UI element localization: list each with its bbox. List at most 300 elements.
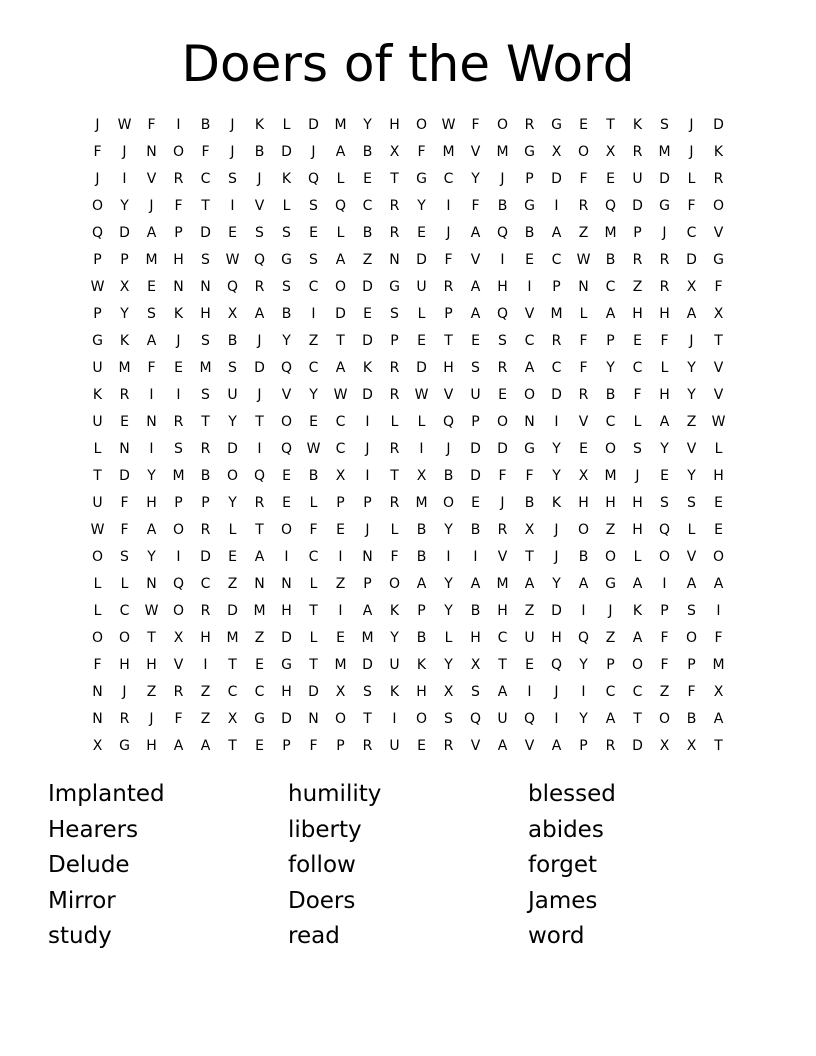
grid-letter: Z xyxy=(578,225,589,241)
grid-letter: K xyxy=(632,603,643,619)
grid-letter: M xyxy=(712,657,725,673)
grid-letter: V xyxy=(686,549,697,565)
grid-letter: K xyxy=(119,333,130,349)
grid-letter: X xyxy=(119,279,130,295)
grid-letter: B xyxy=(362,225,373,241)
grid-letter: I xyxy=(365,468,370,484)
grid-letter: Y xyxy=(363,117,372,133)
grid-letter: L xyxy=(93,603,102,619)
word-list-item: forget xyxy=(528,852,597,879)
grid-letter: Q xyxy=(226,279,239,295)
grid-letter: D xyxy=(362,387,373,403)
grid-letter: O xyxy=(712,198,725,214)
grid-letter: C xyxy=(308,360,319,376)
grid-letter: I xyxy=(581,684,586,700)
grid-letter: J xyxy=(311,144,316,160)
grid-letter: E xyxy=(363,306,372,322)
grid-letter: A xyxy=(632,576,643,592)
grid-letter: H xyxy=(281,603,292,619)
grid-letter: I xyxy=(500,252,505,268)
grid-letter: O xyxy=(226,468,239,484)
grid-letter: S xyxy=(120,549,129,565)
grid-letter: T xyxy=(309,657,318,673)
grid-letter: T xyxy=(228,738,237,754)
grid-letter: X xyxy=(227,306,238,322)
grid-letter: Z xyxy=(659,684,670,700)
grid-letter: E xyxy=(606,171,615,187)
grid-letter: E xyxy=(282,468,291,484)
grid-letter: S xyxy=(471,360,480,376)
grid-letter: N xyxy=(389,252,400,268)
grid-letter: H xyxy=(632,306,643,322)
grid-letter: P xyxy=(633,225,642,241)
grid-letter: M xyxy=(496,144,509,160)
grid-letter: Q xyxy=(307,171,320,187)
word-list-item: Mirror xyxy=(48,887,116,914)
grid-letter: W xyxy=(333,387,348,403)
grid-letter: J xyxy=(257,333,262,349)
grid-letter: I xyxy=(149,441,154,457)
grid-letter: R xyxy=(200,603,211,619)
grid-letter: J xyxy=(635,468,640,484)
grid-letter: G xyxy=(281,252,292,268)
grid-letter: Z xyxy=(605,522,616,538)
grid-letter: S xyxy=(201,252,210,268)
grid-letter: Z xyxy=(632,279,643,295)
grid-letter: R xyxy=(389,198,400,214)
grid-letter: H xyxy=(173,252,184,268)
word-list-item: follow xyxy=(288,852,356,879)
grid-letter: A xyxy=(551,738,562,754)
grid-letter: R xyxy=(389,495,400,511)
grid-letter: E xyxy=(336,630,345,646)
grid-letter: S xyxy=(309,198,318,214)
grid-letter: F xyxy=(309,738,318,754)
grid-letter: H xyxy=(497,603,508,619)
grid-letter: M xyxy=(118,360,131,376)
grid-letter: O xyxy=(172,522,185,538)
grid-letter: P xyxy=(336,738,345,754)
grid-letter: D xyxy=(632,738,643,754)
grid-letter: X xyxy=(335,684,346,700)
word-list-item: read xyxy=(288,923,340,950)
grid-letter: X xyxy=(713,684,724,700)
grid-letter: D xyxy=(281,144,292,160)
grid-letter: J xyxy=(230,117,235,133)
grid-letter: I xyxy=(176,387,181,403)
grid-letter: H xyxy=(632,522,643,538)
grid-letter: N xyxy=(173,279,184,295)
grid-letter: Q xyxy=(172,576,185,592)
grid-letter: Y xyxy=(579,657,588,673)
grid-letter: Z xyxy=(335,576,346,592)
grid-letter: O xyxy=(415,711,428,727)
grid-letter: N xyxy=(254,576,265,592)
grid-letter: Q xyxy=(334,198,347,214)
grid-letter: B xyxy=(416,630,427,646)
grid-letter: C xyxy=(119,603,130,619)
grid-letter: Y xyxy=(660,441,669,457)
grid-letter: R xyxy=(389,360,400,376)
grid-letter: P xyxy=(606,333,615,349)
grid-letter: P xyxy=(363,495,372,511)
grid-letter: R xyxy=(659,279,670,295)
grid-letter: O xyxy=(91,630,104,646)
grid-letter: Y xyxy=(552,576,561,592)
grid-letter: F xyxy=(579,171,588,187)
grid-letter: S xyxy=(228,360,237,376)
grid-letter: V xyxy=(470,252,481,268)
grid-letter: K xyxy=(713,144,724,160)
grid-letter: D xyxy=(632,198,643,214)
grid-letter: R xyxy=(173,171,184,187)
grid-letter: E xyxy=(174,360,183,376)
grid-letter: M xyxy=(172,468,185,484)
grid-letter: O xyxy=(172,603,185,619)
grid-letter: E xyxy=(498,387,507,403)
grid-letter: V xyxy=(524,306,535,322)
grid-letter: O xyxy=(712,549,725,565)
grid-letter: F xyxy=(471,198,480,214)
grid-letter: T xyxy=(336,333,345,349)
grid-letter: J xyxy=(149,198,154,214)
grid-letter: O xyxy=(577,144,590,160)
grid-letter: P xyxy=(552,279,561,295)
grid-letter: R xyxy=(200,441,211,457)
grid-letter: Q xyxy=(253,252,266,268)
grid-letter: X xyxy=(713,306,724,322)
grid-letter: G xyxy=(389,279,400,295)
grid-letter: Q xyxy=(604,198,617,214)
grid-letter: C xyxy=(551,360,562,376)
grid-letter: Y xyxy=(228,495,237,511)
grid-letter: A xyxy=(362,603,373,619)
grid-letter: F xyxy=(579,360,588,376)
grid-letter: O xyxy=(685,630,698,646)
grid-letter: P xyxy=(282,738,291,754)
grid-letter: T xyxy=(255,414,264,430)
grid-letter: I xyxy=(662,576,667,592)
grid-letter: K xyxy=(173,306,184,322)
grid-letter: W xyxy=(441,117,456,133)
grid-letter: O xyxy=(604,441,617,457)
grid-letter: S xyxy=(282,225,291,241)
grid-letter: E xyxy=(417,738,426,754)
grid-letter: I xyxy=(554,198,559,214)
grid-letter: E xyxy=(255,738,264,754)
grid-letter: O xyxy=(523,387,536,403)
grid-letter: O xyxy=(631,657,644,673)
grid-letter: D xyxy=(551,171,562,187)
grid-letter: E xyxy=(525,657,534,673)
grid-letter: F xyxy=(417,144,426,160)
grid-letter: O xyxy=(604,549,617,565)
grid-letter: F xyxy=(147,117,156,133)
grid-letter: R xyxy=(173,414,184,430)
grid-letter: H xyxy=(659,387,670,403)
grid-letter: P xyxy=(93,306,102,322)
grid-letter: P xyxy=(525,171,534,187)
grid-letter: Y xyxy=(120,306,129,322)
grid-letter: B xyxy=(470,603,481,619)
grid-letter: G xyxy=(254,711,265,727)
grid-letter: F xyxy=(93,144,102,160)
grid-letter: Y xyxy=(417,198,426,214)
grid-letter: H xyxy=(659,306,670,322)
grid-letter: W xyxy=(144,603,159,619)
grid-letter: Y xyxy=(390,630,399,646)
grid-letter: R xyxy=(173,684,184,700)
grid-letter: R xyxy=(605,738,616,754)
grid-letter: I xyxy=(284,549,289,565)
grid-letter: M xyxy=(658,144,671,160)
grid-letter: H xyxy=(146,738,157,754)
grid-letter: S xyxy=(687,495,696,511)
grid-letter: B xyxy=(200,468,211,484)
grid-letter: Z xyxy=(686,414,697,430)
grid-letter: G xyxy=(281,657,292,673)
grid-letter: L xyxy=(309,495,318,511)
grid-letter: Q xyxy=(469,711,482,727)
grid-letter: Y xyxy=(687,360,696,376)
grid-letter: P xyxy=(93,252,102,268)
grid-letter: A xyxy=(470,279,481,295)
grid-letter: I xyxy=(473,549,478,565)
grid-letter: H xyxy=(578,495,589,511)
grid-letter: D xyxy=(551,603,562,619)
grid-letter: O xyxy=(91,198,104,214)
grid-letter: D xyxy=(470,468,481,484)
grid-letter: Q xyxy=(550,657,563,673)
grid-letter: D xyxy=(119,225,130,241)
grid-letter: F xyxy=(120,495,129,511)
grid-letter: X xyxy=(416,468,427,484)
grid-letter: B xyxy=(578,549,589,565)
grid-letter: O xyxy=(280,414,293,430)
grid-letter: N xyxy=(200,279,211,295)
grid-letter: F xyxy=(120,522,129,538)
grid-letter: X xyxy=(686,738,697,754)
grid-letter: J xyxy=(689,144,694,160)
grid-letter: C xyxy=(551,252,562,268)
grid-letter: I xyxy=(122,171,127,187)
grid-letter: C xyxy=(227,684,238,700)
grid-letter: X xyxy=(524,522,535,538)
grid-letter: M xyxy=(334,117,347,133)
grid-letter: C xyxy=(308,549,319,565)
grid-letter: E xyxy=(660,468,669,484)
grid-letter: E xyxy=(525,252,534,268)
grid-letter: M xyxy=(253,603,266,619)
letter-grid xyxy=(84,112,732,760)
grid-letter: J xyxy=(554,549,559,565)
grid-letter: J xyxy=(662,225,667,241)
word-list-item: Hearers xyxy=(48,816,139,843)
grid-letter: X xyxy=(443,684,454,700)
grid-letter: D xyxy=(497,441,508,457)
grid-letter: S xyxy=(201,333,210,349)
grid-letter: A xyxy=(524,576,535,592)
grid-letter: F xyxy=(309,522,318,538)
grid-letter: L xyxy=(579,306,588,322)
grid-letter: L xyxy=(282,198,291,214)
grid-letter: I xyxy=(176,549,181,565)
grid-letter: A xyxy=(416,576,427,592)
word-list-item: abides xyxy=(528,816,604,843)
grid-letter: E xyxy=(228,225,237,241)
grid-letter: K xyxy=(389,684,400,700)
grid-letter: R xyxy=(713,171,724,187)
grid-letter: M xyxy=(604,225,617,241)
grid-letter: B xyxy=(416,522,427,538)
grid-letter: L xyxy=(282,117,291,133)
grid-letter: O xyxy=(577,522,590,538)
grid-letter: Y xyxy=(471,171,480,187)
grid-letter: I xyxy=(716,603,721,619)
grid-letter: S xyxy=(174,441,183,457)
grid-letter: V xyxy=(524,738,535,754)
grid-letter: U xyxy=(92,414,103,430)
grid-letter: Q xyxy=(577,630,590,646)
grid-letter: J xyxy=(122,684,127,700)
grid-letter: F xyxy=(147,360,156,376)
grid-letter: U xyxy=(92,495,103,511)
grid-letter: B xyxy=(200,117,211,133)
grid-letter: I xyxy=(149,387,154,403)
grid-letter: L xyxy=(444,630,453,646)
grid-letter: O xyxy=(118,630,131,646)
grid-letter: X xyxy=(389,144,400,160)
grid-letter: H xyxy=(146,495,157,511)
grid-letter: N xyxy=(308,711,319,727)
grid-letter: S xyxy=(282,279,291,295)
grid-letter: E xyxy=(714,522,723,538)
grid-letter: P xyxy=(336,495,345,511)
grid-letter: R xyxy=(443,738,454,754)
word-list-item: humility xyxy=(288,781,382,807)
grid-letter: I xyxy=(581,603,586,619)
grid-letter: A xyxy=(254,306,265,322)
grid-letter: I xyxy=(527,684,532,700)
grid-letter: V xyxy=(254,198,265,214)
grid-letter: E xyxy=(309,414,318,430)
grid-letter: C xyxy=(686,225,697,241)
grid-letter: S xyxy=(201,387,210,403)
grid-letter: Z xyxy=(254,630,265,646)
grid-letter: D xyxy=(416,252,427,268)
grid-letter: A xyxy=(146,225,157,241)
grid-letter: A xyxy=(200,738,211,754)
grid-letter: M xyxy=(334,657,347,673)
grid-letter: L xyxy=(120,576,129,592)
grid-letter: I xyxy=(554,414,559,430)
grid-letter: R xyxy=(389,441,400,457)
grid-letter: S xyxy=(309,252,318,268)
grid-letter: A xyxy=(686,306,697,322)
grid-letter: F xyxy=(687,198,696,214)
grid-letter: Q xyxy=(280,441,293,457)
grid-letter: L xyxy=(93,576,102,592)
grid-letter: M xyxy=(496,576,509,592)
grid-letter: S xyxy=(660,117,669,133)
grid-letter: O xyxy=(496,414,509,430)
grid-letter: Q xyxy=(496,306,509,322)
grid-letter: T xyxy=(201,198,210,214)
grid-letter: V xyxy=(470,738,481,754)
grid-letter: U xyxy=(389,657,400,673)
grid-letter: O xyxy=(658,711,671,727)
grid-letter: D xyxy=(659,171,670,187)
grid-letter: A xyxy=(335,144,346,160)
grid-letter: W xyxy=(306,441,321,457)
grid-letter: A xyxy=(578,576,589,592)
grid-letter: D xyxy=(335,306,346,322)
grid-letter: L xyxy=(417,306,426,322)
grid-letter: I xyxy=(230,198,235,214)
grid-letter: E xyxy=(579,117,588,133)
page-title: Doers of the Word xyxy=(181,35,635,93)
grid-letter: E xyxy=(417,225,426,241)
grid-letter: K xyxy=(281,171,292,187)
word-list-item: liberty xyxy=(288,816,362,843)
grid-letter: H xyxy=(497,279,508,295)
grid-letter: O xyxy=(415,117,428,133)
grid-letter: G xyxy=(119,738,130,754)
grid-letter: V xyxy=(713,387,724,403)
grid-letter: U xyxy=(632,171,643,187)
word-list-item: study xyxy=(48,923,112,950)
grid-letter: B xyxy=(254,144,265,160)
grid-letter: L xyxy=(390,522,399,538)
grid-letter: U xyxy=(92,360,103,376)
grid-letter: V xyxy=(578,414,589,430)
grid-letter: A xyxy=(713,711,724,727)
grid-letter: O xyxy=(172,144,185,160)
grid-letter: Y xyxy=(444,522,453,538)
grid-letter: E xyxy=(228,549,237,565)
grid-letter: Z xyxy=(362,252,373,268)
grid-letter: H xyxy=(443,360,454,376)
grid-letter: C xyxy=(362,198,373,214)
grid-letter: T xyxy=(363,711,372,727)
grid-letter: V xyxy=(146,171,157,187)
grid-letter: A xyxy=(524,360,535,376)
grid-letter: A xyxy=(146,522,157,538)
grid-letter: Y xyxy=(552,441,561,457)
grid-letter: A xyxy=(659,414,670,430)
grid-letter: K xyxy=(362,360,373,376)
grid-letter: X xyxy=(92,738,103,754)
grid-letter: T xyxy=(309,603,318,619)
grid-letter: R xyxy=(578,198,589,214)
grid-letter: H xyxy=(200,306,211,322)
grid-letter: V xyxy=(281,387,292,403)
grid-letter: B xyxy=(281,306,292,322)
grid-letter: B xyxy=(605,387,616,403)
grid-letter: L xyxy=(336,225,345,241)
grid-letter: H xyxy=(713,468,724,484)
grid-letter: H xyxy=(200,630,211,646)
grid-letter: P xyxy=(417,603,426,619)
grid-letter: S xyxy=(255,225,264,241)
grid-letter: J xyxy=(257,171,262,187)
grid-letter: T xyxy=(390,171,399,187)
grid-letter: O xyxy=(442,495,455,511)
grid-letter: C xyxy=(335,414,346,430)
grid-letter: L xyxy=(633,549,642,565)
grid-letter: X xyxy=(659,738,670,754)
grid-letter: A xyxy=(632,630,643,646)
